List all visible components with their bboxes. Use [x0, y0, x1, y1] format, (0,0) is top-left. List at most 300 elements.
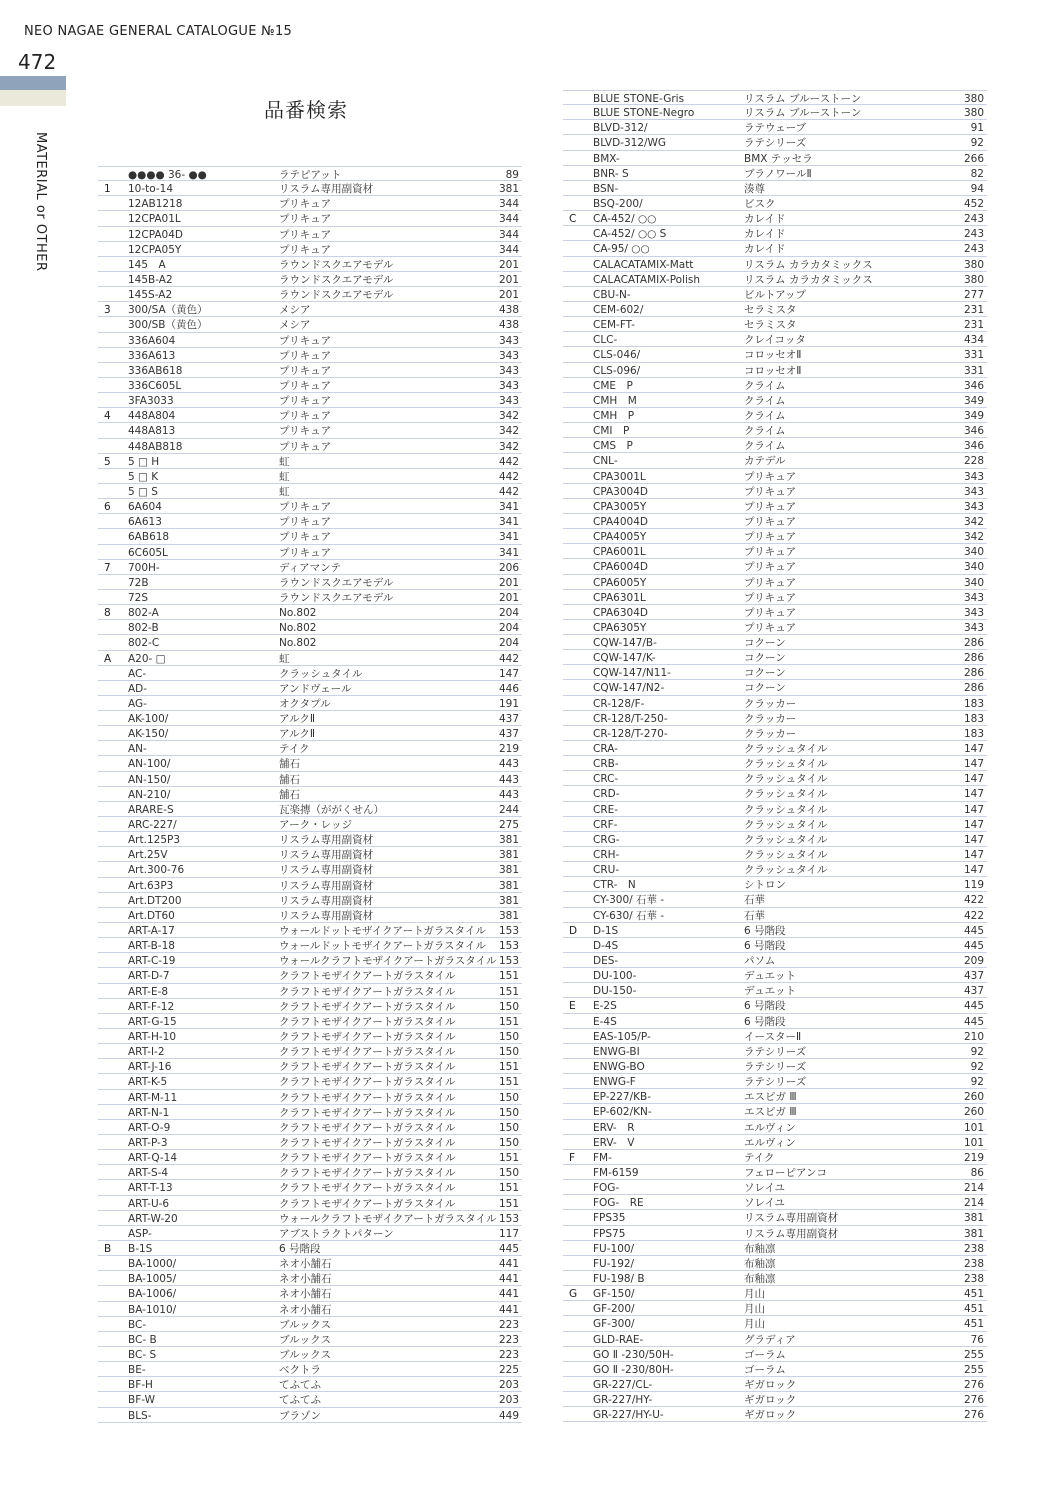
page-ref: 343 — [963, 500, 984, 513]
product-name: ネオ小舗石 — [279, 1273, 332, 1286]
product-code: E-4S — [593, 1015, 617, 1028]
product-code: Art.300-76 — [128, 864, 185, 877]
product-name: リスラム専用副資材 — [279, 183, 374, 196]
product-code: ART-Q-14 — [128, 1152, 178, 1165]
page-ref: 223 — [498, 1318, 519, 1331]
page-ref: 341 — [498, 546, 519, 559]
product-code: CA-452/ ○○ — [593, 213, 657, 226]
product-code: AN- — [128, 743, 147, 756]
page-ref: 331 — [963, 364, 984, 377]
index-row — [563, 544, 987, 559]
index-row — [98, 1347, 522, 1362]
page-ref: 150 — [498, 1031, 519, 1044]
product-code: CPA3001L — [593, 470, 646, 483]
product-code: 448AB818 — [128, 440, 183, 453]
page-ref: 443 — [498, 758, 519, 771]
product-name: アーク・レッジ — [279, 819, 353, 832]
product-code: BSN- — [593, 182, 619, 195]
page-ref: 445 — [963, 939, 984, 952]
index-letter: 3 — [104, 304, 111, 317]
product-code: 300/SB（黄色） — [128, 319, 208, 332]
page-ref: 286 — [963, 652, 984, 665]
page-ref: 92 — [970, 1076, 984, 1089]
product-name: クラッシュタイル — [279, 667, 363, 680]
product-name: プリキュア — [744, 591, 797, 604]
index-row — [563, 620, 987, 635]
product-name: テイク — [279, 743, 310, 756]
product-name: エスピガ Ⅲ — [744, 1091, 797, 1104]
index-row — [98, 560, 522, 575]
page-ref: 209 — [963, 955, 984, 968]
page-ref: 443 — [498, 788, 519, 801]
index-row — [98, 878, 522, 893]
product-code: Art.63P3 — [128, 879, 174, 892]
index-row — [98, 1241, 522, 1256]
index-row — [563, 605, 987, 620]
product-name: BMX テッセラ — [744, 152, 813, 165]
product-code: B-1S — [128, 1242, 153, 1255]
index-row — [98, 514, 522, 529]
index-row — [563, 529, 987, 544]
product-code: CQW-147/B- — [593, 637, 657, 650]
index-row — [563, 756, 987, 771]
index-row — [98, 378, 522, 393]
product-code: 6A604 — [128, 501, 162, 514]
product-name: プリキュア — [279, 501, 332, 514]
page-ref: 225 — [498, 1364, 519, 1377]
product-name: デュエット — [744, 985, 796, 998]
index-letter: 6 — [104, 501, 111, 514]
index-row — [563, 1150, 987, 1165]
index-column-right — [563, 90, 987, 1422]
product-code: CRG- — [593, 833, 620, 846]
page-ref: 346 — [963, 379, 984, 392]
page-ref: 445 — [498, 1242, 519, 1255]
product-name: 虹 — [279, 470, 290, 483]
product-code: FPS75 — [593, 1227, 626, 1240]
product-name: プリキュア — [279, 379, 332, 392]
product-code: BLUE STONE-Negro — [593, 107, 695, 120]
index-row — [98, 287, 522, 302]
page-ref: 343 — [498, 349, 519, 362]
product-name: クラフトモザイクアートガラスタイル — [279, 1031, 456, 1044]
index-row — [98, 575, 522, 590]
index-row — [563, 1271, 987, 1286]
product-name: ネオ小舗石 — [279, 1258, 332, 1271]
product-name: ラテシリーズ — [744, 1061, 807, 1073]
page-ref: 150 — [498, 1091, 519, 1104]
page-ref: 380 — [963, 107, 984, 120]
product-code: ART-S-4 — [128, 1167, 169, 1180]
product-code: 12AB1218 — [128, 198, 183, 211]
product-name: リスラム専用副資材 — [744, 1227, 839, 1240]
product-name: ブラノワールⅡ — [744, 167, 812, 180]
index-row — [98, 196, 522, 211]
product-name: クラフトモザイクアートガラスタイル — [279, 1152, 456, 1165]
index-letter: B — [104, 1242, 112, 1255]
product-name: クラッシュタイル — [744, 773, 828, 786]
page-ref: 341 — [498, 501, 519, 514]
index-row — [563, 1089, 987, 1104]
index-row — [98, 272, 522, 287]
product-name: プリキュア — [279, 546, 332, 559]
index-row — [563, 105, 987, 120]
page-ref: 340 — [963, 546, 984, 559]
index-row — [563, 1301, 987, 1316]
product-code: 12CPA01L — [128, 213, 181, 226]
product-name: 石華 — [744, 909, 765, 922]
index-row — [98, 302, 522, 317]
index-row — [563, 438, 987, 453]
product-name: クラッカー — [744, 727, 797, 740]
product-code: CRU- — [593, 864, 620, 877]
index-row — [98, 620, 522, 635]
product-code: AG- — [128, 697, 147, 710]
product-code: ART-W-20 — [128, 1212, 178, 1225]
product-code: AN-210/ — [128, 788, 171, 801]
index-row — [563, 741, 987, 756]
product-name: コロッセオⅡ — [744, 364, 802, 377]
product-code: CLS-096/ — [593, 364, 641, 377]
product-code: CMS P — [593, 440, 633, 453]
product-code: CPA6005Y — [593, 576, 647, 589]
product-code: 802-B — [128, 622, 159, 635]
product-code: 448A804 — [128, 410, 176, 423]
product-code: Art.DT60 — [128, 909, 175, 922]
product-name: エルヴィン — [744, 1136, 796, 1149]
index-row — [98, 1286, 522, 1301]
product-code: EP-602/KN- — [593, 1106, 652, 1119]
product-name: コクーン — [744, 652, 786, 665]
page-ref: 76 — [970, 1333, 984, 1346]
product-name: 6 号階段 — [744, 1000, 786, 1013]
page-ref: 153 — [498, 955, 519, 968]
product-code: CPA6304D — [593, 606, 648, 619]
product-code: CMH M — [593, 394, 637, 407]
product-code: ART-U-6 — [128, 1197, 170, 1210]
page-ref: 153 — [498, 1212, 519, 1225]
index-row — [98, 711, 522, 726]
product-name: ウォールクラフトモザイクアートガラスタイル — [279, 955, 497, 968]
page-ref: 101 — [963, 1136, 984, 1149]
product-name: セラミスタ — [744, 319, 797, 332]
product-name: クラッシュタイル — [744, 849, 828, 862]
index-row — [98, 348, 522, 363]
product-code: CPA3005Y — [593, 500, 647, 513]
product-code: CY-630/ 石華 - — [593, 909, 665, 922]
index-row — [563, 590, 987, 605]
index-row — [563, 166, 987, 181]
page-ref: 119 — [963, 879, 984, 892]
product-code: GR-227/CL- — [593, 1378, 653, 1391]
index-letter: A — [104, 652, 112, 665]
product-code: CPA6004D — [593, 561, 648, 574]
product-name: クラフトモザイクアートガラスタイル — [279, 1137, 456, 1149]
index-row — [563, 332, 987, 347]
product-name: リスラム専用副資材 — [279, 849, 374, 862]
index-row — [563, 771, 987, 786]
index-row — [98, 635, 522, 650]
index-row — [563, 287, 987, 302]
page-ref: 441 — [498, 1258, 519, 1271]
index-row — [98, 741, 522, 756]
product-code: CRA- — [593, 743, 618, 756]
product-code: CPA3004D — [593, 485, 648, 498]
page-ref: 228 — [963, 455, 984, 468]
index-row — [563, 469, 987, 484]
product-code: FU-100/ — [593, 1242, 635, 1255]
product-name: プリキュア — [744, 561, 797, 574]
product-name: クラフトモザイクアートガラスタイル — [279, 1167, 456, 1180]
product-name: グラディア — [744, 1333, 796, 1346]
index-row — [563, 514, 987, 529]
product-code: CLS-046/ — [593, 349, 641, 362]
product-code: E-2S — [593, 1000, 617, 1013]
index-row — [563, 347, 987, 362]
index-row — [563, 1044, 987, 1059]
product-name: クライム — [744, 394, 786, 407]
page-ref: 92 — [970, 1061, 984, 1073]
page-ref: 210 — [963, 1030, 984, 1043]
index-heading: 品番検索 — [264, 98, 348, 122]
product-code: GLD-RAE- — [593, 1333, 644, 1346]
product-code: ART-C-19 — [128, 955, 176, 968]
product-code: ENWG-BI — [593, 1045, 640, 1058]
page-ref: 344 — [498, 228, 519, 241]
page-ref: 147 — [963, 849, 984, 862]
page-ref: 219 — [498, 743, 519, 756]
page-ref: 380 — [963, 273, 984, 286]
page-ref: 437 — [963, 970, 984, 983]
product-name: プリキュア — [744, 531, 797, 544]
product-code: 5 □ S — [128, 485, 158, 498]
index-row — [98, 984, 522, 999]
page-ref: 437 — [963, 985, 984, 998]
product-name: プリキュア — [279, 364, 332, 377]
page-ref: 422 — [963, 894, 984, 907]
index-row — [563, 241, 987, 256]
product-name: エスピガ Ⅲ — [744, 1106, 797, 1119]
index-row — [98, 651, 522, 666]
page-ref: 223 — [498, 1348, 519, 1361]
product-name: ギガロック — [744, 1394, 797, 1407]
product-name: メシア — [279, 319, 311, 332]
page-ref: 441 — [498, 1303, 519, 1316]
page-ref: 434 — [963, 334, 984, 347]
product-code: AK-100/ — [128, 713, 169, 726]
index-row — [563, 908, 987, 923]
product-code: ART-P-3 — [128, 1137, 168, 1149]
page-ref: 147 — [963, 758, 984, 771]
index-row — [563, 1347, 987, 1362]
product-name: リスラム ブルーストーン — [744, 107, 862, 120]
page-ref: 381 — [498, 834, 519, 847]
index-row — [98, 923, 522, 938]
product-code: FOG- RE — [593, 1197, 644, 1210]
page-ref: 342 — [498, 410, 519, 423]
index-row — [98, 756, 522, 771]
index-row — [563, 847, 987, 862]
product-name: コクーン — [744, 667, 786, 680]
product-code: FU-198/ B — [593, 1272, 645, 1285]
product-code: 5 □ H — [128, 455, 160, 468]
page-ref: 343 — [963, 606, 984, 619]
product-name: クラフトモザイクアートガラスタイル — [279, 1121, 456, 1134]
page-ref: 260 — [963, 1106, 984, 1119]
index-row — [98, 469, 522, 484]
product-name: デュエット — [744, 970, 796, 983]
product-name: プリキュア — [279, 213, 332, 226]
product-code: BC- S — [128, 1348, 157, 1361]
index-row — [563, 923, 987, 938]
page-ref: 117 — [498, 1227, 519, 1240]
product-code: ART-O-9 — [128, 1121, 171, 1134]
product-code: Art.125P3 — [128, 834, 181, 847]
product-name: No.802 — [279, 622, 317, 635]
index-letter: F — [569, 1151, 576, 1164]
index-row — [563, 1407, 987, 1422]
page-ref: 153 — [498, 925, 519, 938]
product-code: FOG- — [593, 1182, 620, 1195]
product-name: 瓦楽摶（ががくせん） — [279, 803, 384, 816]
index-row — [98, 227, 522, 242]
product-name: プリキュア — [279, 228, 332, 241]
page-ref: 276 — [963, 1378, 984, 1391]
page-ref: 243 — [963, 243, 984, 256]
product-code: CEM-FT- — [593, 319, 635, 332]
index-row — [98, 605, 522, 620]
product-code: GO Ⅱ -230/50H- — [593, 1348, 674, 1361]
index-row — [98, 1029, 522, 1044]
index-row — [98, 1165, 522, 1180]
page-ref: 231 — [963, 319, 984, 332]
product-name: リスラム ブルーストーン — [744, 93, 862, 105]
product-code: 336A613 — [128, 349, 176, 362]
product-name: ウォールドットモザイクアートガラスタイル — [279, 925, 486, 938]
page-ref: 451 — [963, 1303, 984, 1316]
page-ref: 183 — [963, 727, 984, 740]
product-name: メシア — [279, 304, 311, 317]
index-row — [563, 968, 987, 983]
index-letter: G — [569, 1288, 578, 1301]
index-row — [563, 151, 987, 166]
page-ref: 204 — [498, 607, 519, 620]
index-letter: D — [569, 924, 578, 937]
product-code: GR-227/HY- — [593, 1394, 653, 1407]
product-name: クラッシュタイル — [744, 758, 828, 771]
product-name: プリキュア — [279, 425, 332, 438]
product-code: CRD- — [593, 788, 620, 801]
product-code: FM- — [593, 1151, 612, 1164]
product-code: CRH- — [593, 849, 620, 862]
product-name: テイク — [744, 1151, 775, 1164]
index-row — [563, 726, 987, 741]
product-name: ラテシリーズ — [744, 1045, 807, 1058]
product-name: クラフトモザイクアートガラスタイル — [279, 1197, 456, 1210]
index-row — [98, 1408, 522, 1423]
page-ref: 150 — [498, 1121, 519, 1134]
index-row — [563, 696, 987, 711]
index-row — [98, 393, 522, 408]
page-ref: 380 — [963, 258, 984, 271]
page-ref: 150 — [498, 1167, 519, 1180]
product-code: 6A613 — [128, 516, 162, 529]
page-ref: 238 — [963, 1272, 984, 1285]
product-name: プリキュア — [744, 546, 797, 559]
index-row — [563, 272, 987, 287]
page-ref: 147 — [963, 818, 984, 831]
product-code: CQW-147/K- — [593, 652, 656, 665]
index-row — [98, 1226, 522, 1241]
product-code: 145 A — [128, 258, 166, 271]
product-code: ARC-227/ — [128, 819, 177, 832]
product-name: クラフトモザイクアートガラスタイル — [279, 1046, 456, 1059]
product-name: クラフトモザイクアートガラスタイル — [279, 1106, 456, 1119]
page-ref: 92 — [970, 1045, 984, 1058]
index-row — [563, 1059, 987, 1074]
product-name: クラフトモザイクアートガラスタイル — [279, 1182, 456, 1195]
page-ref: 381 — [963, 1212, 984, 1225]
product-code: GF-150/ — [593, 1288, 635, 1301]
page-ref: 341 — [498, 531, 519, 544]
product-name: ソレイユ — [744, 1182, 786, 1195]
page-ref: 452 — [963, 197, 984, 210]
product-code: GO Ⅱ -230/80H- — [593, 1363, 674, 1376]
product-name: クラフトモザイクアートガラスタイル — [279, 1015, 456, 1028]
page-ref: 344 — [498, 243, 519, 256]
index-row — [98, 726, 522, 741]
product-name: カレイド — [744, 243, 786, 256]
product-code: FPS35 — [593, 1212, 626, 1225]
page-ref: 204 — [498, 622, 519, 635]
index-row — [563, 938, 987, 953]
product-name: ビルトアップ — [744, 288, 806, 301]
product-code: BSQ-200/ — [593, 197, 643, 210]
index-row — [563, 484, 987, 499]
page-ref: 82 — [970, 167, 984, 180]
product-name: コロッセオⅡ — [744, 349, 802, 362]
index-row — [563, 832, 987, 847]
product-name: クラッカー — [744, 697, 797, 710]
product-name: クラッカー — [744, 712, 797, 725]
page-ref: 150 — [498, 1000, 519, 1013]
product-name: リスラム専用副資材 — [279, 894, 374, 907]
page-ref: 266 — [963, 152, 984, 165]
product-code: CMH P — [593, 409, 635, 422]
product-name: クラフトモザイクアートガラスタイル — [279, 970, 456, 983]
product-name: 6 号階段 — [279, 1242, 321, 1255]
page-ref: 276 — [963, 1409, 984, 1422]
index-row — [563, 1377, 987, 1392]
page-ref: 92 — [970, 137, 984, 150]
index-row — [563, 408, 987, 423]
product-code: ART-I-2 — [128, 1046, 165, 1059]
product-name: ラウンドスクエアモデル — [279, 273, 394, 286]
index-row — [563, 862, 987, 877]
index-row — [563, 1241, 987, 1256]
page-ref: 151 — [498, 1076, 519, 1089]
index-row — [563, 363, 987, 378]
product-code: CQW-147/N2- — [593, 682, 665, 695]
page-ref: 243 — [963, 213, 984, 226]
page-ref: 442 — [498, 485, 519, 498]
product-code: DU-100- — [593, 970, 637, 983]
index-row — [98, 1392, 522, 1407]
product-code: BA-1000/ — [128, 1258, 177, 1271]
index-row — [563, 817, 987, 832]
product-name: イースターⅡ — [744, 1030, 802, 1043]
page-ref: 183 — [963, 712, 984, 725]
